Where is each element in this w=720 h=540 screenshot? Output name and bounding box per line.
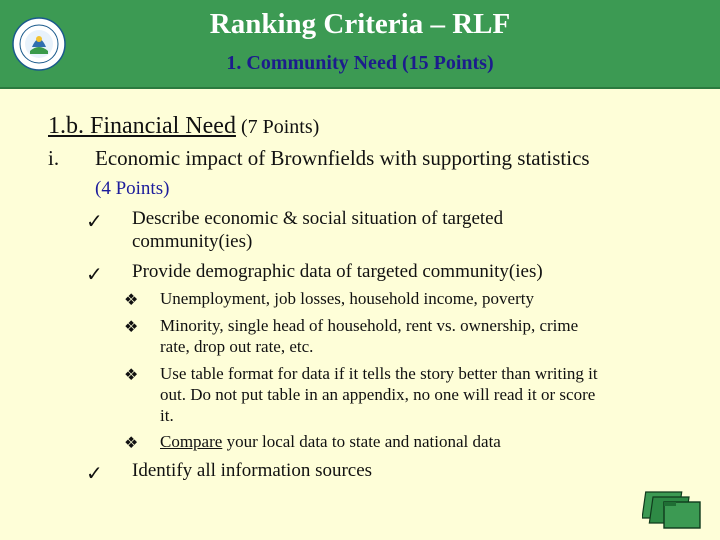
slide-title: Ranking Criteria – RLF — [209, 8, 511, 40]
sub-item-text: Minority, single head of household, rent vs. ownership, crime — [160, 316, 579, 335]
check-bullet: ✓ — [86, 461, 103, 485]
item-points: (4 Points) — [95, 178, 170, 199]
check-item-text: community(ies) — [132, 231, 253, 252]
check-item-text: Provide demographic data of targeted community(ies) — [132, 261, 543, 282]
diamond-bullet: ❖ — [124, 317, 139, 336]
slide-subtitle: 1. Community Need (15 Points) — [226, 52, 494, 74]
sub-item-text: out. Do not put table in an appendix, no one will read it or score — [160, 385, 596, 404]
sub-item-underlined: Compare — [160, 432, 223, 451]
folder-stack-icon — [642, 490, 708, 532]
header-divider — [0, 87, 720, 89]
sub-item-text — [160, 432, 501, 452]
sub-item-text: rate, drop out rate, etc. — [160, 337, 314, 356]
check-item-text: Describe economic & social situation of targeted — [132, 208, 504, 229]
check-item-text: Identify all information sources — [132, 460, 373, 481]
check-bullet: ✓ — [86, 209, 103, 233]
diamond-bullet: ❖ — [124, 290, 139, 309]
diamond-bullet: ❖ — [124, 433, 139, 452]
item-text: Economic impact of Brownfields with supporting statistics — [95, 146, 590, 170]
item-numeral: i. — [48, 146, 60, 170]
section-heading — [48, 113, 319, 140]
sub-item-text: it. — [160, 406, 174, 425]
sub-item-text: Use table format for data if it tells the story better than writing it — [160, 364, 598, 383]
section-heading-title: 1.b. Financial Need — [48, 113, 236, 139]
section-heading-points: (7 Points) — [235, 116, 320, 138]
diamond-bullet: ❖ — [124, 365, 139, 384]
check-bullet: ✓ — [86, 262, 103, 286]
sub-item-rest: your local data to state and national data — [222, 432, 501, 451]
sub-item-text: Unemployment, job losses, household income, poverty — [160, 289, 534, 308]
